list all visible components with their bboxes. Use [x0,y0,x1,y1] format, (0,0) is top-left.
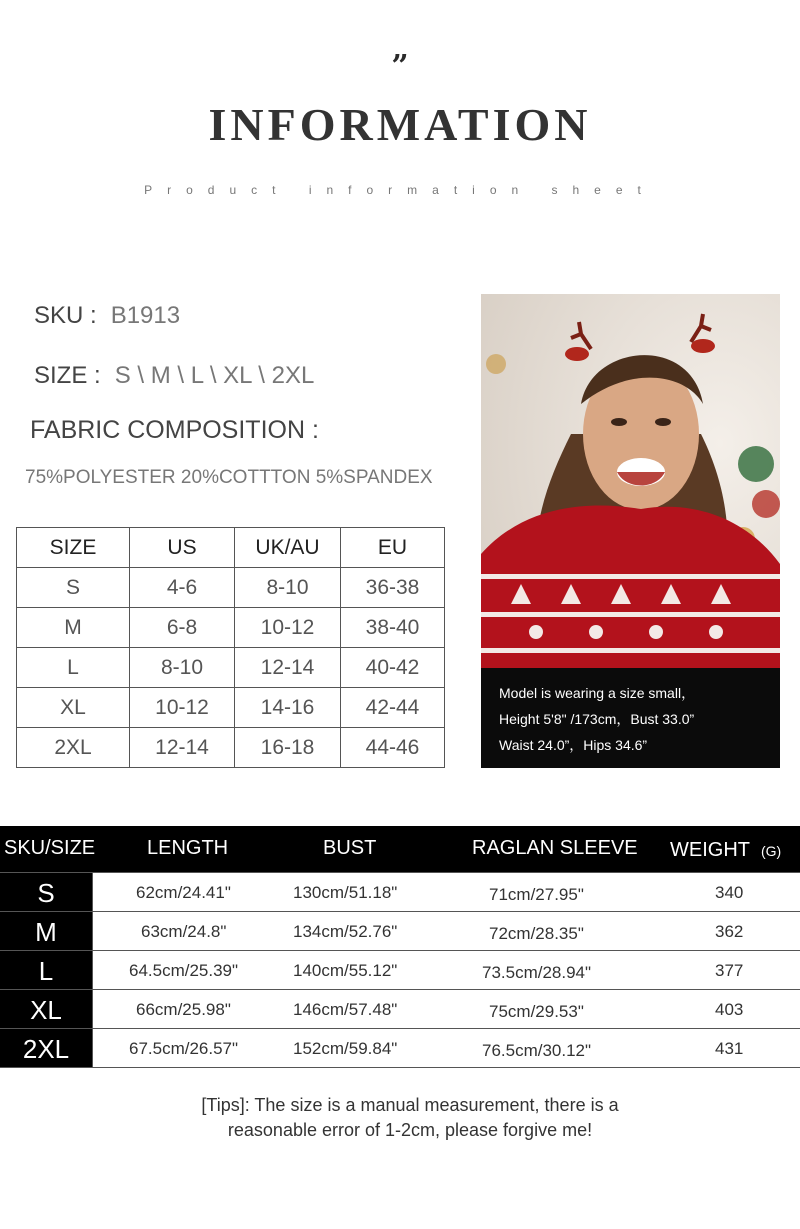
size-chart-table [16,527,445,768]
sku-value: B1913 [110,302,181,329]
eu-cell: 40-42 [341,648,445,688]
meas-size-cell: L [0,951,93,989]
meas-sleeve-cell: 73.5cm/28.94" [482,963,592,982]
size-line [34,362,314,390]
table-row [0,990,800,1029]
table-row [17,608,445,648]
ukau-cell: 8-10 [235,568,341,608]
model-caption-line-1: Model is wearing a size small， [499,685,696,701]
size-chart-col-ukau: UK/AU [235,528,341,568]
model-photo-illustration [481,294,780,668]
table-row [0,951,800,990]
sku-line [34,302,180,330]
meas-col-weight-unit: (G) [761,843,782,859]
fabric-value: 75%POLYESTER 20%COTTTON 5%SPANDEX [25,467,433,488]
ukau-cell: 16-18 [235,728,341,768]
ukau-cell: 10-12 [235,608,341,648]
us-cell: 6-8 [130,608,235,648]
meas-sleeve-cell: 71cm/27.95" [489,885,584,904]
meas-bust-cell: 140cm/55.12" [293,961,398,980]
ukau-cell: 12-14 [235,648,341,688]
table-row [0,873,800,912]
meas-size-cell: XL [0,990,93,1028]
model-caption [481,668,780,768]
fabric-label: FABRIC COMPOSITION : [30,416,319,444]
size-cell: 2XL [17,728,130,768]
eu-cell: 42-44 [341,688,445,728]
quote-mark: ” [391,49,409,84]
table-row [17,568,445,608]
table-row [17,688,445,728]
meas-sleeve-cell: 72cm/28.35" [489,924,584,943]
tips-line-1: [Tips]: The size is a manual measurement, there is a [201,1095,619,1115]
meas-col-bust: BUST [323,837,377,859]
us-cell: 10-12 [130,688,235,728]
size-cell: S [17,568,130,608]
meas-col-sku-size: SKU/SIZE [4,837,96,859]
meas-weight-cell: 362 [715,922,744,941]
meas-sleeve-cell: 76.5cm/30.12" [482,1041,592,1060]
eu-cell: 38-40 [341,608,445,648]
measurement-table-header [0,826,800,872]
meas-weight-cell: 340 [715,883,744,902]
size-cell: L [17,648,130,688]
eu-cell: 44-46 [341,728,445,768]
meas-size-cell: M [0,912,93,950]
meas-bust-cell: 152cm/59.84" [293,1039,398,1058]
meas-col-raglan-sleeve: RAGLAN SLEEVE [472,837,638,859]
meas-sleeve-cell: 75cm/29.53" [489,1002,584,1021]
table-row [17,648,445,688]
tips-line-2: reasonable error of 1-2cm, please forgive me! [227,1120,593,1140]
size-chart-col-eu: EU [341,528,445,568]
us-cell: 8-10 [130,648,235,688]
us-cell: 12-14 [130,728,235,768]
size-chart-col-size: SIZE [17,528,130,568]
meas-length-cell: 67.5cm/26.57" [129,1039,239,1058]
eu-cell: 36-38 [341,568,445,608]
size-label: SIZE : [34,362,101,389]
meas-size-cell: 2XL [0,1029,93,1067]
ukau-cell: 14-16 [235,688,341,728]
table-row [0,912,800,951]
size-chart-header [17,528,445,568]
model-caption-line-3: Waist 24.0”，Hips 34.6” [499,737,648,753]
meas-length-cell: 66cm/25.98" [136,1000,231,1019]
meas-bust-cell: 134cm/52.76" [293,922,398,941]
meas-col-weight: WEIGHT [670,839,750,861]
meas-weight-cell: 403 [715,1000,744,1019]
model-photo [481,294,780,668]
measurement-table [0,872,800,1068]
table-row [17,728,445,768]
tips-note [0,1093,800,1143]
meas-bust-cell: 146cm/57.48" [293,1000,398,1019]
meas-length-cell: 62cm/24.41" [136,883,231,902]
table-row [0,1029,800,1068]
size-cell: M [17,608,130,648]
size-chart-col-us: US [130,528,235,568]
page-title: INFORMATION [208,99,592,150]
meas-length-cell: 63cm/24.8" [141,922,227,941]
size-cell: XL [17,688,130,728]
meas-col-length: LENGTH [147,837,229,859]
model-caption-line-2: Height 5'8" /173cm，Bust 33.0” [499,711,695,727]
meas-weight-cell: 431 [715,1039,744,1058]
meas-bust-cell: 130cm/51.18" [293,883,398,902]
meas-weight-cell: 377 [715,961,744,980]
meas-length-cell: 64.5cm/25.39" [129,961,239,980]
us-cell: 4-6 [130,568,235,608]
sku-label: SKU : [34,302,97,329]
size-value: S \ M \ L \ XL \ 2XL [114,362,315,389]
page-subtitle: Product information sheet [144,183,656,197]
meas-size-cell: S [0,873,93,911]
